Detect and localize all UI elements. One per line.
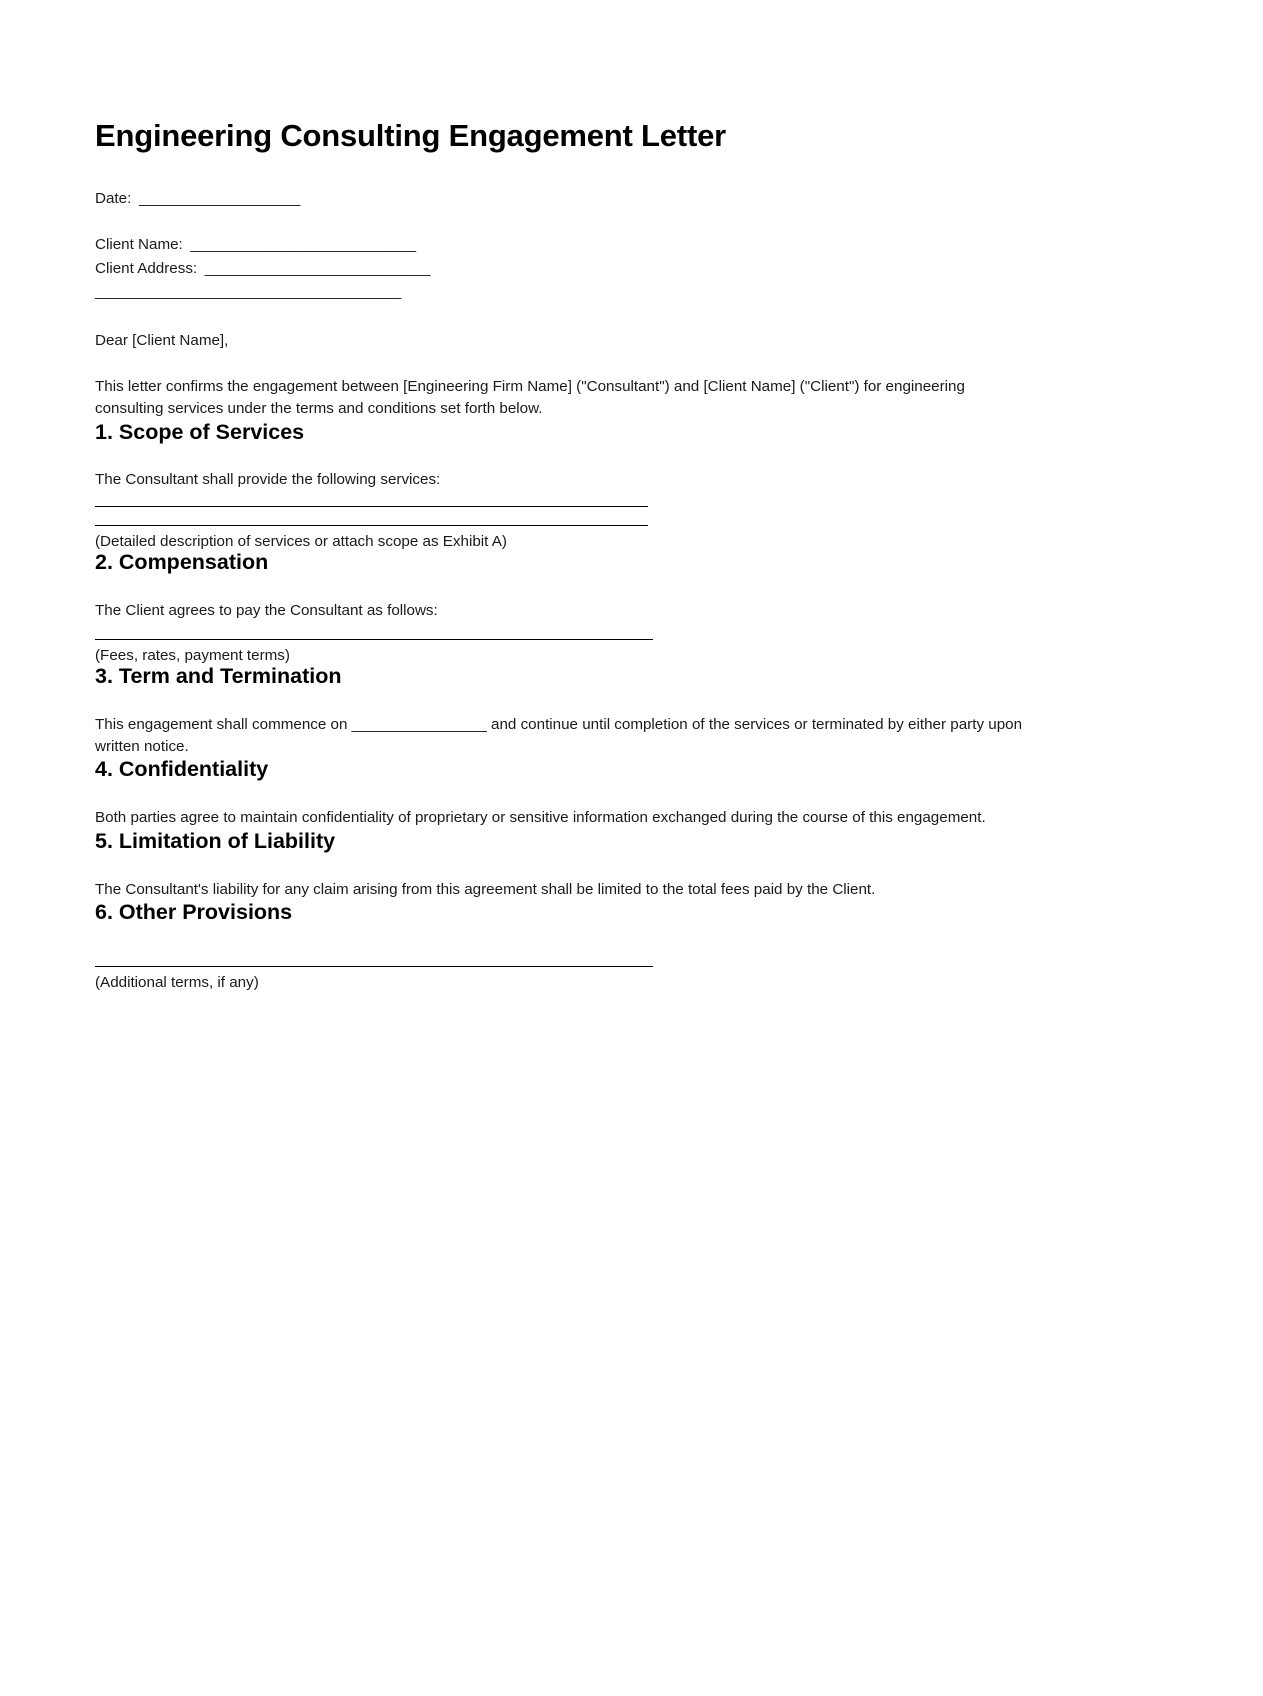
- section-heading-other-provisions: 6. Other Provisions: [95, 900, 293, 925]
- client-address-second-row: [95, 281, 1168, 303]
- scope-fill-line-2[interactable]: [95, 525, 648, 526]
- client-name-blank[interactable]: ____________________________: [182, 236, 416, 254]
- term-text-after-blank: and continue until completion of the services or terminated by either party upon written notice.: [95, 716, 1023, 755]
- section-heading-confidentiality: 4. Confidentiality: [95, 757, 269, 782]
- client-address-label: Client Address:: [95, 259, 198, 277]
- other-provisions-fill-line[interactable]: [95, 966, 653, 967]
- section-heading-term-and-termination: 3. Term and Termination: [95, 664, 342, 689]
- client-address-second-blank[interactable]: ______________________________________: [95, 283, 401, 301]
- section-caption-other-provisions: (Additional terms, if any): [95, 973, 259, 991]
- salutation: Dear [Client Name],: [95, 331, 229, 349]
- section-caption-compensation: (Fees, rates, payment terms): [95, 647, 290, 665]
- section-heading-scope-of-services: 1. Scope of Services: [95, 419, 305, 444]
- scope-fill-line-1[interactable]: [95, 506, 648, 507]
- section-body-confidentiality: Both parties agree to maintain confidentiality of proprietary or sensitive information exchanged during the course of this engagement.: [95, 809, 986, 827]
- section-body-compensation: The Client agrees to pay the Consultant as follows:: [95, 601, 438, 619]
- client-name-row: [95, 234, 1168, 256]
- date-field-row: [95, 188, 1168, 210]
- section-body-limitation-of-liability: The Consultant's liability for any claim arising from this agreement shall be limited to the total fees paid by the Client.: [95, 880, 876, 898]
- compensation-fill-line[interactable]: [95, 639, 653, 640]
- term-text-before-blank: This engagement shall commence on: [95, 716, 352, 734]
- client-address-row: [95, 258, 1168, 280]
- section-heading-compensation: 2. Compensation: [95, 550, 269, 574]
- date-blank[interactable]: ____________________: [131, 189, 300, 207]
- section-heading-limitation-of-liability: 5. Limitation of Liability: [95, 828, 336, 853]
- section-caption-scope-of-services: (Detailed description of services or attach scope as Exhibit A): [95, 533, 507, 550]
- client-name-label: Client Name:: [95, 236, 183, 254]
- section-body-term-and-termination: [95, 714, 1055, 757]
- client-address-blank[interactable]: ____________________________: [197, 259, 431, 277]
- intro-paragraph: This letter confirms the engagement between [Engineering Firm Name] ("Consultant") and [Client Name] ("Client") for engineering consulting services under the terms and conditions set forth below.: [95, 378, 965, 418]
- commencement-date-blank[interactable]: ________________: [351, 716, 487, 734]
- section-body-scope-of-services: The Consultant shall provide the following services:: [95, 471, 441, 489]
- page-title: Engineering Consulting Engagement Letter: [95, 118, 726, 153]
- date-label: Date:: [95, 189, 132, 207]
- client-details: [95, 234, 1168, 303]
